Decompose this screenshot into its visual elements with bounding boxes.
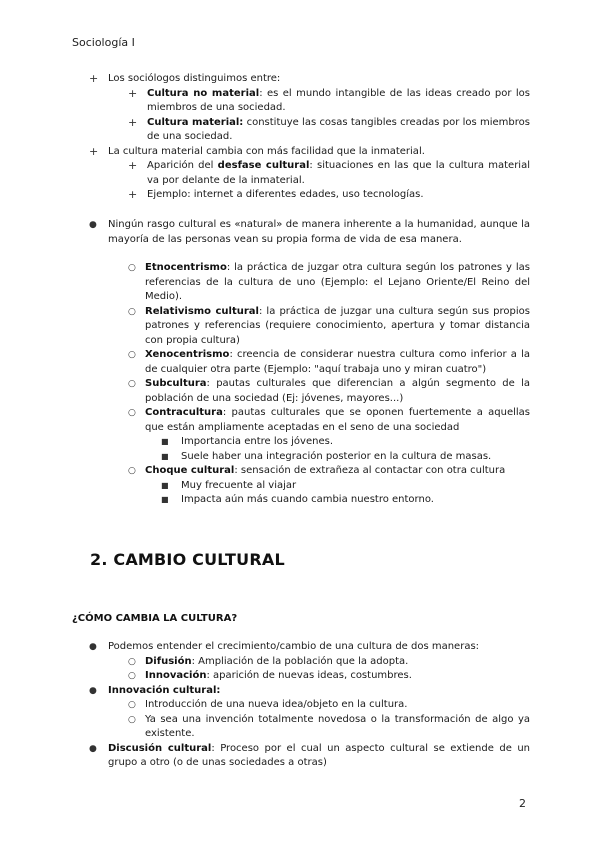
circle-bullet-icon: ○: [128, 408, 136, 418]
circle-bullet-icon: ○: [128, 714, 136, 725]
circle-bullet-icon: ○: [128, 466, 136, 476]
list-item: ○ Subcultura: pautas culturales que diferencian a algún segmento de la población de una sociedad (Ej: jóvenes, mayores...): [128, 378, 530, 404]
page-number: 2: [519, 797, 526, 810]
list-item: ■ Importancia entre los jóvenes.: [72, 435, 530, 450]
circle-bullet-icon: ○: [128, 700, 136, 710]
bullet-dot-icon: ●: [89, 220, 97, 230]
list-item: ● Innovación cultural:: [72, 684, 530, 699]
circle-bullet-icon: ○: [128, 656, 136, 667]
list-item: ● Podemos entender el crecimiento/cambio de una cultura de dos maneras:: [72, 640, 530, 655]
list-item: ○ Difusión: Ampliación de la población que la adopta.: [72, 655, 530, 670]
list-item: ○ Ya sea una invención totalmente novedosa o la transformación de algo ya existente.: [128, 713, 530, 739]
circle-bullet-icon: ○: [128, 379, 136, 389]
list-item: + Ejemplo: internet a diferentes edades, uso tecnologías.: [128, 188, 424, 201]
list-item: + Cultura material: constituye las cosas tangibles creadas por los miembros de una sociedad.: [128, 115, 530, 142]
circle-bullet-icon: ○: [128, 350, 136, 360]
list-item: ● Discusión cultural: Proceso por el cual un aspecto cultural se extiende de un grupo a otro (o de unas sociedades a otras): [89, 742, 531, 768]
square-bullet-icon: ■: [161, 451, 169, 461]
plus-bullet-icon: +: [89, 144, 99, 158]
list-item: + Cultura no material: es el mundo intangible de las ideas creado por los miembros de una sociedad.: [128, 86, 530, 113]
list-item: ○ Xenocentrismo: creencia de considerar nuestra cultura como inferior a la de cualquier otra parte (Ejemplo: "aquí trabaja uno y miran cuatro"): [128, 349, 530, 375]
bullet-dot-icon: ●: [89, 642, 97, 652]
square-bullet-icon: ■: [161, 437, 169, 446]
list-item: ○ Etnocentrismo: la práctica de juzgar otra cultura según los patrones y las referencias de la cultura de uno (Ejemplo: el Lejano Oriente/El Reino del Medio).: [128, 262, 530, 302]
plus-bullet-icon: +: [128, 159, 138, 172]
square-bullet-icon: ■: [161, 495, 169, 504]
list-item: + Aparición del desfase cultural: situaciones en las que la cultura material va por delante de la inmaterial.: [128, 159, 530, 186]
list-item: ■ Suele haber una integración posterior en la cultura de masas.: [72, 450, 530, 465]
list-item: ○ Relativismo cultural: la práctica de juzgar una cultura según sus propios patrones y referencias (requiere conocimiento, apertura y tomar distancia con propia cultura): [128, 305, 530, 346]
plus-bullet-icon: +: [128, 115, 138, 129]
list-item: ■ Muy frecuente al viajar: [72, 479, 530, 494]
list-item: ○ Introducción de una nueva idea/objeto en la cultura.: [72, 698, 530, 713]
running-header: Sociología I: [72, 36, 135, 49]
circle-bullet-icon: ○: [128, 263, 136, 273]
list-item: + La cultura material cambia con más facilidad que la inmaterial.: [89, 144, 425, 158]
list-item: ● Ningún rasgo cultural es «natural» de manera inherente a la humanidad, aunque la mayoría de las personas vean su propia forma de vida de esa manera.: [89, 219, 530, 245]
bullet-dot-icon: ●: [89, 685, 97, 696]
list-item: ○ Innovación: aparición de nuevas ideas, costumbres.: [72, 669, 530, 684]
bullet-dot-icon: ●: [89, 743, 97, 754]
list-item: ■ Impacta aún más cuando cambia nuestro entorno.: [72, 493, 530, 508]
list-item: ○ Contracultura: pautas culturales que se oponen fuertemente a aquellas que están ampliamente aceptadas en el seno de una sociedad: [128, 407, 530, 433]
circle-bullet-icon: ○: [128, 306, 136, 317]
square-bullet-icon: ■: [161, 480, 169, 490]
plus-bullet-icon: +: [128, 86, 138, 100]
plus-bullet-icon: +: [128, 188, 138, 201]
plus-bullet-icon: +: [89, 72, 99, 85]
section-heading: 2. CAMBIO CULTURAL: [90, 550, 285, 569]
circle-bullet-icon: ○: [128, 671, 136, 681]
list-item: + Los sociólogos distinguimos entre:: [89, 72, 281, 85]
list-item: ○ Choque cultural: sensación de extrañeza al contactar con otra cultura: [72, 464, 530, 479]
subsection-heading: ¿CÓMO CAMBIA LA CULTURA?: [72, 613, 238, 624]
